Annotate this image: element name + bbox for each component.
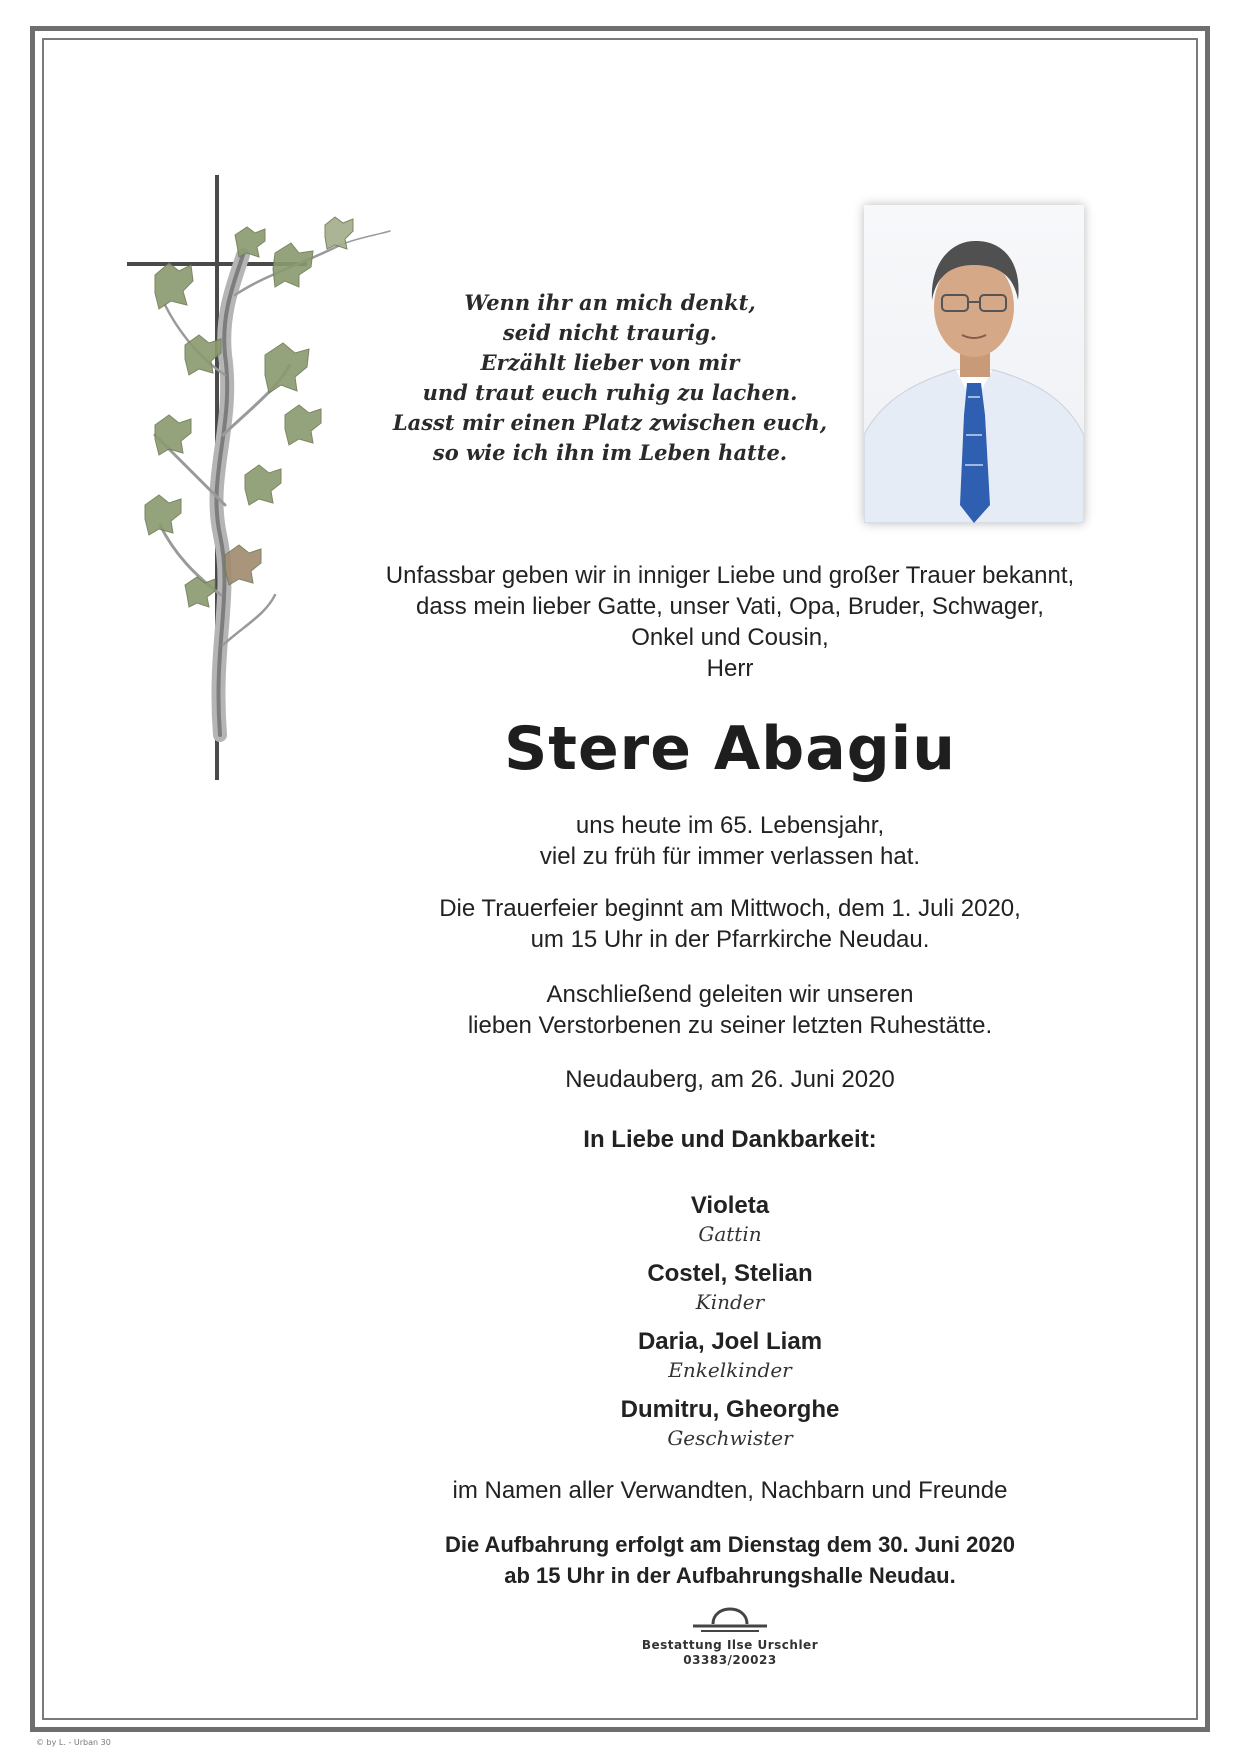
family-member — [300, 1259, 1160, 1315]
age-text — [300, 810, 1160, 872]
poem-line: seid nicht traurig. — [502, 320, 718, 345]
age-line: uns heute im 65. Lebensjahr, — [575, 812, 885, 839]
viewing-line: Die Aufbahrung erfolgt am Dienstag dem 30. Juni 2020 — [444, 1532, 1016, 1557]
poem-line: und traut euch ruhig zu lachen. — [422, 380, 798, 405]
family-relation: Geschwister — [667, 1426, 793, 1450]
family-relation: Kinder — [695, 1290, 765, 1314]
announcement — [300, 560, 1160, 684]
poem-line: so wie ich ihn im Leben hatte. — [432, 440, 788, 465]
announcement-line: Unfassbar geben wir in inniger Liebe und großer Trauer bekannt, — [385, 562, 1075, 589]
family-relation: Gattin — [698, 1222, 762, 1246]
poem-line: Lasst mir einen Platz zwischen euch, — [392, 410, 828, 435]
footer-copyright: © by L. - Urban 30 — [36, 1738, 111, 1747]
family-member — [300, 1395, 1160, 1451]
announcement-line: Herr — [706, 655, 754, 682]
poem — [380, 288, 840, 468]
portrait-photo — [864, 205, 1084, 523]
family-names: Violeta — [690, 1192, 770, 1219]
family-names: Daria, Joel Liam — [637, 1328, 823, 1355]
deceased-name: Stere Abagiu — [504, 714, 956, 784]
age-line: viel zu früh für immer verlassen hat. — [539, 843, 921, 870]
ceremony-line: um 15 Uhr in der Pfarrkirche Neudau. — [530, 926, 930, 953]
funeral-home-phone: 03383/20023 — [683, 1653, 777, 1667]
family-member — [300, 1191, 1160, 1247]
poem-line: Wenn ihr an mich denkt, — [464, 290, 756, 315]
funeral-home-logo — [610, 1594, 850, 1668]
funeral-home-name: Bestattung Ilse Urschler — [641, 1638, 819, 1652]
portrait-image — [864, 205, 1084, 523]
viewing-info — [300, 1529, 1160, 1591]
poem-line: Erzählt lieber von mir — [480, 350, 740, 375]
afterwards-info — [300, 979, 1160, 1041]
place-date: Neudauberg, am 26. Juni 2020 — [565, 1066, 895, 1093]
announcement-line: dass mein lieber Gatte, unser Vati, Opa, Bruder, Schwager, — [416, 593, 1044, 620]
cross-vine-illustration — [125, 175, 425, 795]
afterwards-line: Anschließend geleiten wir unseren — [546, 981, 914, 1008]
gratitude-heading: In Liebe und Dankbarkeit: — [583, 1126, 877, 1153]
ceremony-info — [300, 893, 1160, 955]
announcement-line: Onkel und Cousin, — [631, 624, 829, 651]
afterwards-line: lieben Verstorbenen zu seiner letzten Ruhestätte. — [467, 1012, 993, 1039]
family-relation: Enkelkinder — [668, 1358, 792, 1382]
family-member — [300, 1327, 1160, 1383]
on-behalf-text: im Namen aller Verwandten, Nachbarn und Freunde — [452, 1477, 1008, 1504]
funeral-home-emblem-icon — [685, 1594, 775, 1634]
viewing-line: ab 15 Uhr in der Aufbahrungshalle Neudau. — [504, 1563, 956, 1588]
family-names: Costel, Stelian — [647, 1260, 813, 1287]
family-names: Dumitru, Gheorghe — [620, 1396, 840, 1423]
ceremony-line: Die Trauerfeier beginnt am Mittwoch, dem 1. Juli 2020, — [439, 895, 1021, 922]
family-list — [300, 1191, 1160, 1463]
